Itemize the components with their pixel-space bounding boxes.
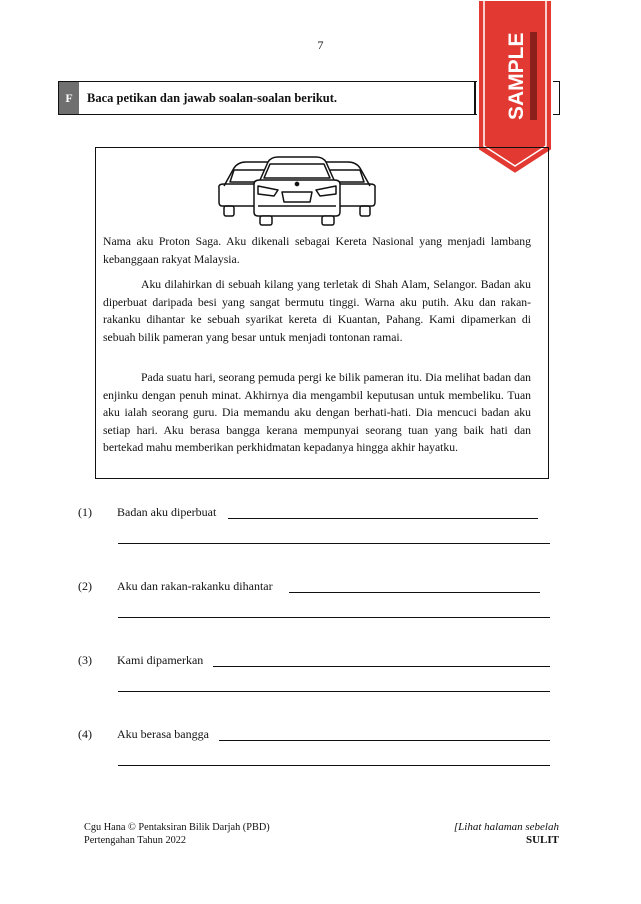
footer-next-page: [Lihat halaman sebelah <box>453 821 559 833</box>
answer-line-2a[interactable] <box>289 592 540 593</box>
question-prompt-3: Kami dipamerkan <box>117 653 204 667</box>
passage-paragraph-2: Aku dilahirkan di sebuah kilang yang terletak di Shah Alam, Selangor. Badan aku diperbuat daripada besi yang sangat bermutu tinggi. Warna aku putih. Aku dan rakan-rakanku dihantar ke sebuah syarikat kereta di Kuantan, Pahang. Kami dipamerkan di sebuah bilik pameran yang besar untuk menjadi tontonan ramai. <box>103 278 531 344</box>
answer-line-1b[interactable] <box>118 543 550 544</box>
page-number: 7 <box>317 38 324 52</box>
footer-term: Pertengahan Tahun 2022 <box>84 835 187 846</box>
watermark-text: SAMPLE <box>505 32 528 120</box>
question-prompt-4: Aku berasa bangga <box>117 727 209 741</box>
question-number-2: (2) <box>78 579 92 593</box>
three-cars-illustration <box>216 156 378 226</box>
answer-line-1a[interactable] <box>228 518 538 519</box>
footer-right <box>454 821 559 847</box>
footer-classification: SULIT <box>525 834 559 846</box>
answer-line-3b[interactable] <box>118 691 550 692</box>
section-letter: F <box>59 82 79 114</box>
passage-paragraph-1: Nama aku Proton Saga. Aku dikenali sebagai Kereta Nasional yang menjadi lambang kebanggaan rakyat Malaysia. <box>103 235 531 266</box>
answer-line-2b[interactable] <box>118 617 550 618</box>
answer-line-3a[interactable] <box>213 666 550 667</box>
question-prompt-2: Aku dan rakan-rakanku dihantar <box>117 579 273 593</box>
section-instruction: Baca petikan dan jawab soalan-soalan berikut. <box>87 90 338 105</box>
passage-paragraph-3: Pada suatu hari, seorang pemuda pergi ke bilik pameran itu. Dia melihat badan dan enjinku dengan penuh minat. Akhirnya dia mengambil keputusan untuk membeliku. Tuan aku ialah seorang guru. Dia memandu aku dengan berhati-hati. Dia mencuci badan aku setiap hari. Aku berasa bangga kerana mempunyai seorang tuan yang baik hati dan bertekad mahu memberikan perkhidmatan kepadanya hingga akhir hayatku. <box>103 371 531 455</box>
question-number-1: (1) <box>78 505 92 519</box>
footer-left <box>84 821 270 847</box>
question-number-3: (3) <box>78 653 92 667</box>
answer-line-4a[interactable] <box>219 740 550 741</box>
answer-line-4b[interactable] <box>118 765 550 766</box>
question-number-4: (4) <box>78 727 92 741</box>
passage-box <box>95 147 549 479</box>
footer-credit: Cgu Hana © Pentaksiran Bilik Darjah (PBD) <box>84 822 270 833</box>
question-prompt-1: Badan aku diperbuat <box>117 505 217 519</box>
